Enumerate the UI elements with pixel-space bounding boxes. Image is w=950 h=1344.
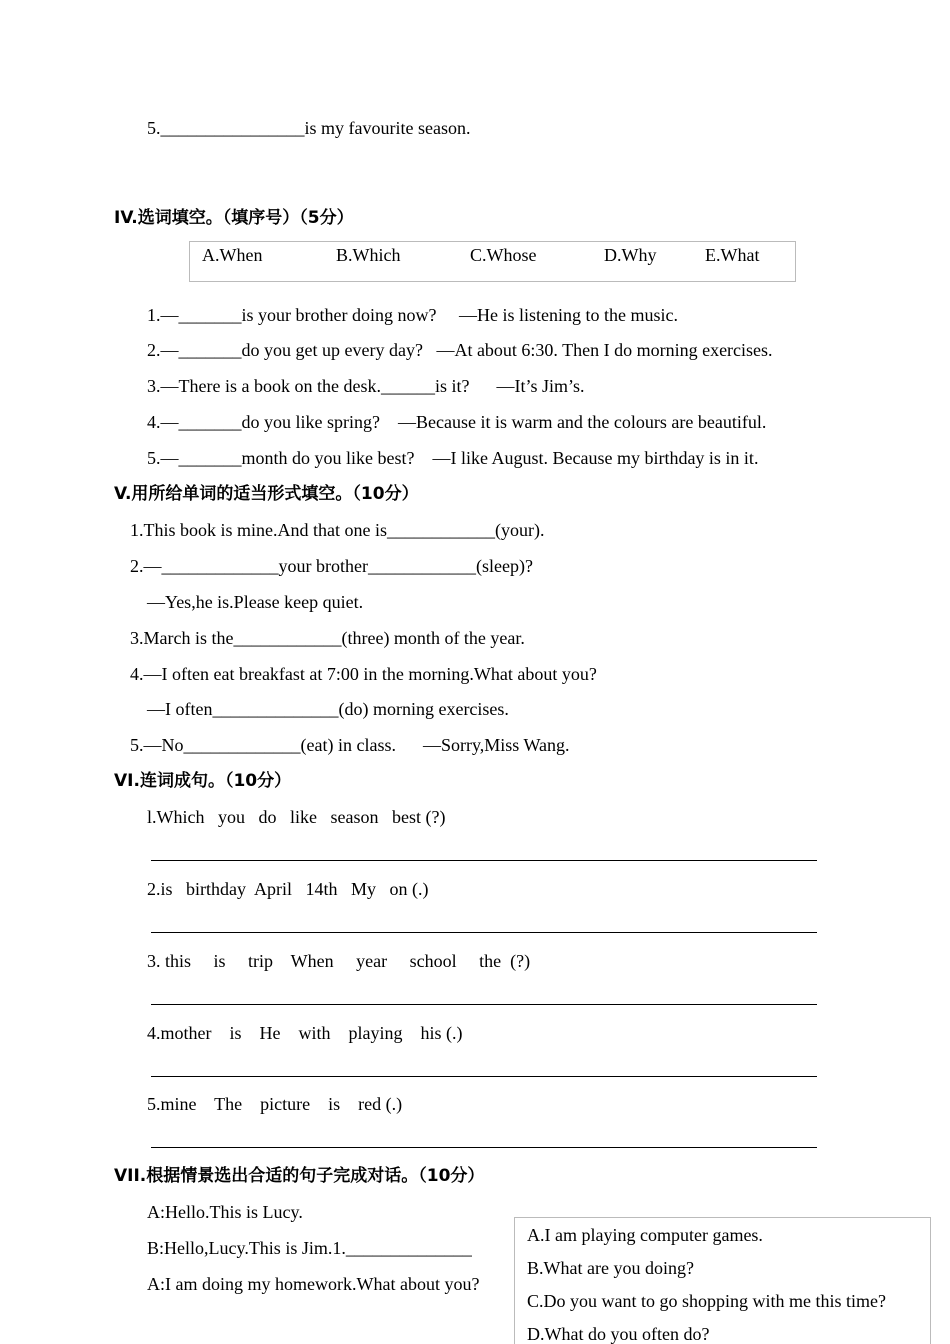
- dialogue-line: A:I am doing my homework.What about you?: [147, 1274, 480, 1294]
- question-text: 3.—There is a book on the desk.______is it? —It’s Jim’s.: [147, 376, 585, 396]
- question-text: l.Which you do like season best (?): [147, 807, 446, 827]
- section-heading: IV.选词填空。（填序号）（5分）: [114, 208, 354, 228]
- answer-line: [151, 1147, 817, 1148]
- answer-line: [151, 1004, 817, 1005]
- question-text: 5.________________is my favourite season.: [147, 118, 471, 138]
- question-text: 1.This book is mine.And that one is____________(your).: [130, 520, 545, 540]
- question-text: 2.is birthday April 14th My on (.): [147, 879, 429, 899]
- section-heading: V.用所给单词的适当形式填空。（10分）: [114, 484, 419, 504]
- word-bank: [189, 241, 796, 282]
- question-text: 3.March is the____________(three) month of the year.: [130, 628, 525, 648]
- sentence-option: A.I am playing computer games.: [527, 1225, 763, 1245]
- question-text: 2.—_____________your brother____________(sleep)?: [130, 556, 533, 576]
- answer-line: [151, 860, 817, 861]
- question-text: 5.mine The picture is red (.): [147, 1094, 403, 1114]
- question-text: —I often______________(do) morning exercises.: [147, 699, 509, 719]
- answer-line: [151, 1076, 817, 1077]
- question-text: 5.—_______month do you like best? —I like August. Because my birthday is in it.: [147, 448, 759, 468]
- section-heading: VII.根据情景选出合适的句子完成对话。（10分）: [114, 1166, 485, 1186]
- word-option: E.What: [705, 245, 760, 265]
- answer-line: [151, 932, 817, 933]
- question-text: 3. this is trip When year school the (?): [147, 951, 531, 971]
- word-option: A.When: [202, 245, 263, 265]
- question-text: 5.—No_____________(eat) in class. —Sorry,Miss Wang.: [130, 735, 570, 755]
- question-text: 4.mother is He with playing his (.): [147, 1023, 463, 1043]
- word-option: D.Why: [604, 245, 657, 265]
- sentence-option: D.What do you often do?: [527, 1324, 710, 1344]
- question-text: 4.—_______do you like spring? —Because it is warm and the colours are beautiful.: [147, 412, 767, 432]
- word-option: C.Whose: [470, 245, 537, 265]
- sentence-options-box: [514, 1217, 931, 1344]
- question-text: 1.—_______is your brother doing now? —He is listening to the music.: [147, 305, 678, 325]
- question-text: 4.—I often eat breakfast at 7:00 in the morning.What about you?: [130, 664, 597, 684]
- word-option: B.Which: [336, 245, 401, 265]
- dialogue-line: A:Hello.This is Lucy.: [147, 1202, 303, 1222]
- question-text: —Yes,he is.Please keep quiet.: [147, 592, 364, 612]
- question-text: 2.—_______do you get up every day? —At about 6:30. Then I do morning exercises.: [147, 340, 773, 360]
- sentence-option: B.What are you doing?: [527, 1258, 694, 1278]
- dialogue-line: B:Hello,Lucy.This is Jim.1.______________: [147, 1238, 472, 1258]
- sentence-option: C.Do you want to go shopping with me this time?: [527, 1291, 886, 1311]
- section-heading: VI.连词成句。（10分）: [114, 771, 292, 791]
